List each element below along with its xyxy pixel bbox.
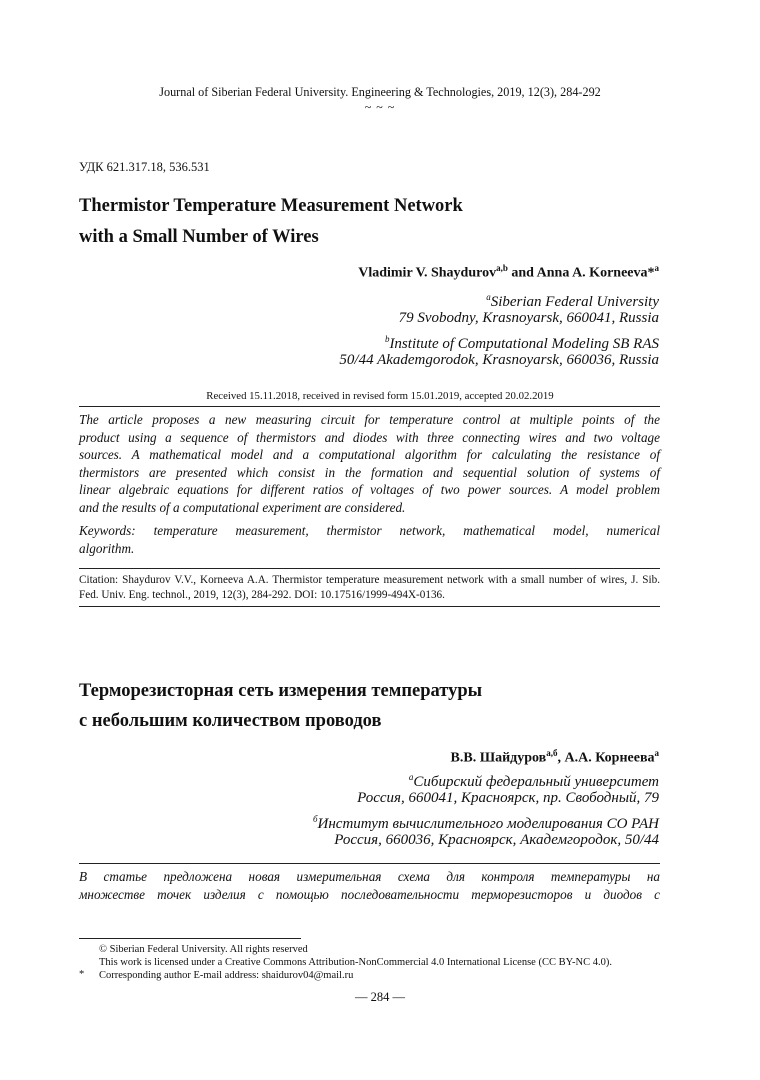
affiliation-en-2 xyxy=(399,308,659,329)
affiliation-ru-2 xyxy=(357,788,659,809)
author-ru-1-sup: а,б xyxy=(546,748,558,758)
author-ru-2-sup: а xyxy=(654,748,659,758)
author-en-1: Vladimir V. Shaydurov xyxy=(358,265,497,281)
author-ru-2: А.А. Корнеева xyxy=(564,750,655,766)
citation xyxy=(79,573,660,603)
citation-line: Fed. Univ. Eng. technol., 2019, 12(3), 284-292. DOI: 10.17516/1999-494X-0136. xyxy=(79,589,445,601)
affiliation-en-3-text: Institute of Computational Modeling SB RAS xyxy=(389,336,659,352)
footnote-copyright: © Siberian Federal University. All rights reserved xyxy=(99,944,308,955)
citation-line: Citation: Shaydurov V.V., Korneeva A.A. Thermistor temperature measurement network with a small number of wires, J. Sib. xyxy=(79,574,660,586)
authors-ru-sep: , xyxy=(557,750,565,766)
author-en-1-sup: a,b xyxy=(496,263,508,273)
footnote-corresponding: Corresponding author E-mail address: shaidurov04@mail.ru xyxy=(99,970,354,981)
affiliation-en-1-text: Siberian Federal University xyxy=(490,294,659,310)
abstract-ru xyxy=(79,868,660,904)
keywords-line: algorithm. xyxy=(79,540,135,556)
abstract-ru-line: множестве точек изделия с помощью последовательности терморезисторов и диодов с xyxy=(79,887,660,902)
received-dates: Received 15.11.2018, received in revised form 15.01.2019, accepted 20.02.2019 xyxy=(206,390,554,402)
title-ru-line1: Терморезисторная сеть измерения температуры xyxy=(79,681,483,701)
affiliation-ru-1-sup: а xyxy=(408,772,414,782)
abstract-en-line: linear algebraic equations for different ratios of voltages of two power sources. A model problem xyxy=(79,482,660,498)
header-separator: ~ ~ ~ xyxy=(364,100,396,114)
affiliation-en-2-text: 79 Svobodny, Krasnoyarsk, 660041, Russia xyxy=(398,310,659,326)
divider-top-citation xyxy=(79,568,660,569)
authors-en-and: and xyxy=(507,265,537,281)
affiliation-ru-2-text: Россия, 660041, Красноярск, пр. Свободный, 79 xyxy=(357,790,659,806)
abstract-en-line: sources. A mathematical model and a computational algorithm for calculating the resistance of xyxy=(79,447,660,463)
abstract-en-line: thermistors are presented which consist in the formation and sequential solution of systems of xyxy=(79,464,660,480)
title-en-line2: with a Small Number of Wires xyxy=(79,227,319,247)
footnote-rule xyxy=(79,938,301,939)
journal-header: Journal of Siberian Federal University. Engineering & Technologies, 2019, 12(3), 284-292 xyxy=(159,85,601,99)
abstract-ru-line: В статье предложена новая измерительная схема для контроля температуры на xyxy=(79,869,660,884)
page-number: — 284 — xyxy=(355,990,405,1004)
affiliation-ru-4-text: Россия, 660036, Красноярск, Академгородок, 50/44 xyxy=(334,832,659,848)
affiliation-en-3-sup: b xyxy=(384,334,390,344)
author-en-2: Anna A. Korneeva* xyxy=(536,265,655,281)
affiliation-ru-1-text: Сибирский федеральный университет xyxy=(413,774,659,790)
abstract-en-line: and the results of a computational experiment are considered. xyxy=(79,499,406,515)
abstract-en-line: The article proposes a new measuring circuit for temperature control at multiple points of the xyxy=(79,412,660,427)
abstract-en-line: product using a sequence of thermistors and diodes with three connecting wires and two voltage xyxy=(79,429,660,445)
keywords-en xyxy=(79,522,660,557)
author-ru-1: В.В. Шайдуров xyxy=(450,750,547,766)
divider-top-abstract xyxy=(79,406,660,407)
divider-bottom-citation xyxy=(79,606,660,607)
affiliation-en-4 xyxy=(339,350,659,371)
divider-top-abstract-ru xyxy=(79,863,660,864)
title-en-line1: Thermistor Temperature Measurement Network xyxy=(79,196,463,216)
affiliation-en-1-sup: a xyxy=(486,292,491,302)
keywords-line: Keywords: temperature measurement, thermistor network, mathematical model, numerical xyxy=(79,523,660,538)
footnote-star: * xyxy=(79,969,85,980)
title-ru-line2: с небольшим количеством проводов xyxy=(79,711,382,731)
author-en-2-sup: a xyxy=(654,263,659,273)
affiliation-ru-4 xyxy=(334,830,659,851)
affiliation-ru-3-text: Институт вычислительного моделирования СО РАН xyxy=(317,816,659,832)
footnote-license: This work is licensed under a Creative Commons Attribution-NonCommercial 4.0 International License (CC BY-NC 4.0). xyxy=(99,957,612,968)
affiliation-en-4-text: 50/44 Akademgorodok, Krasnoyarsk, 660036, Russia xyxy=(339,352,659,368)
authors-en xyxy=(358,263,659,282)
affiliation-ru-3-sup: б xyxy=(312,814,318,824)
abstract-en xyxy=(79,411,660,517)
authors-ru xyxy=(451,748,659,767)
udk-code: УДК 621.317.18, 536.531 xyxy=(79,160,210,174)
